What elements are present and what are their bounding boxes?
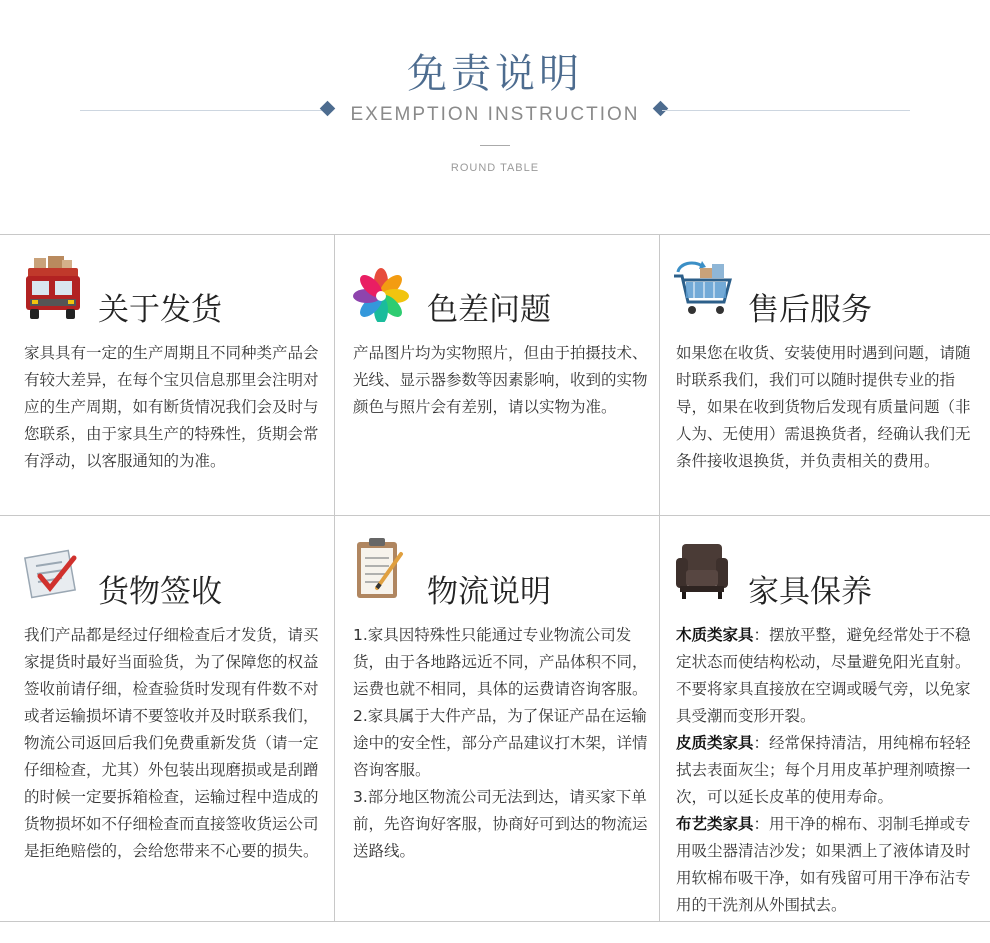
- right-divider-line: [662, 110, 910, 111]
- care-separator: ：: [753, 626, 770, 644]
- section-paragraph: 1.家具因特殊性只能通过专业物流公司发货，由于各地路远近不同，产品体积不同，运费也就不相同，具体的运费请咨询客服。: [353, 626, 648, 698]
- care-separator: ：: [753, 734, 770, 752]
- section-heading: 家具保养: [748, 574, 872, 610]
- armchair-icon: [672, 536, 732, 604]
- section-heading: 货物签收: [98, 574, 222, 610]
- section-text: [24, 622, 322, 865]
- section-heading: 物流说明: [427, 574, 551, 610]
- section-receipt: [0, 516, 324, 921]
- section-heading: 色差问题: [427, 292, 551, 328]
- header: [0, 0, 990, 235]
- section-paragraph: 家具具有一定的生产周期且不同种类产品会有较大差异，在每个宝贝信息那里会注明对应的生产周期，如有断货情况我们会及时与您联系，由于家具生产的特殊性，货期会常有浮动，以客服通知的为准。: [24, 344, 319, 470]
- info-grid: [0, 234, 990, 922]
- shopping-cart-icon: [672, 254, 732, 322]
- section-after-sales: [660, 234, 984, 515]
- section-text: [353, 622, 651, 865]
- small-divider: [480, 145, 510, 146]
- section-furniture-care: [660, 516, 984, 921]
- page-title: 免责说明: [407, 51, 583, 97]
- delivery-truck-icon: [22, 254, 82, 322]
- care-label: 皮质类家具: [676, 734, 754, 752]
- care-label: 木质类家具: [676, 626, 754, 644]
- section-heading: 关于发货: [98, 292, 222, 328]
- section-heading: 售后服务: [748, 292, 872, 328]
- section-color-difference: [335, 234, 659, 515]
- section-paragraph: 产品图片均为实物照片，但由于拍摄技术、光线、显示器参数等因素影响，收到的实物颜色与照片会有差别，请以实物为准。: [353, 344, 648, 416]
- checklist-icon: [22, 536, 82, 604]
- section-text: [676, 340, 974, 475]
- clipboard-icon: [351, 536, 411, 604]
- grid-line: [0, 921, 990, 922]
- section-paragraph: 我们产品都是经过仔细检查后才发货，请买家提货时最好当面验货，为了保障您的权益签收前请仔细，检查验货时发现有件数不对或者运输损坏请不要签收并及时联系我们，物流公司返回后我们免费重新发货（请一定仔细检查，尤其）外包装出现磨损或是刮蹭的时候一定要拆箱检查，运输过程中造成的货物损坏如不仔细检查而直接签收货运公司是拒绝赔偿的，会给您带来不心要的损失。: [24, 626, 319, 860]
- care-text: 经常保持清洁，用纯棉布轻轻拭去表面灰尘；每个月用皮革护理剂喷擦一次，可以延长皮革的使用寿命。: [676, 734, 971, 806]
- care-item: [676, 622, 974, 730]
- section-text: [353, 340, 651, 421]
- page-subtitle: EXEMPTION INSTRUCTION: [350, 104, 640, 125]
- section-text: [676, 622, 974, 919]
- care-label: 布艺类家具: [676, 815, 754, 833]
- section-text: [24, 340, 322, 475]
- section-paragraph: 如果您在收货、安装使用时遇到问题，请随时联系我们，我们可以随时提供专业的指导，如果在收到货物后发现有质量问题（非人为、无使用）需退换货者，经确认我们无条件接收退换货，并负责相关的费用。: [676, 344, 971, 470]
- care-text: 用干净的棉布、羽制毛掸或专用吸尘器清洁沙发；如果洒上了液体请及时用软棉布吸干净，如有残留可用干净布沾专用的干洗剂从外围拭去。: [676, 815, 971, 914]
- section-paragraph: 3.部分地区物流公司无法到达，请买家下单前，先咨询好客服，协商好可到达的物流运送路线。: [353, 788, 648, 860]
- page-tag: ROUND TABLE: [450, 162, 540, 174]
- section-paragraph: 2.家具属于大件产品，为了保证产品在运输途中的安全性，部分产品建议打木架，详情咨询客服。: [353, 707, 648, 779]
- section-delivery: [0, 234, 324, 515]
- care-separator: ：: [753, 815, 770, 833]
- care-text: 摆放平整，避免经常处于不稳定状态而使结构松动，尽量避免阳光直射。不要将家具直接放在空调或暖气旁，以免家具受潮而变形开裂。: [676, 626, 971, 725]
- care-item: [676, 730, 974, 811]
- section-logistics: [335, 516, 659, 921]
- color-wheel-icon: [351, 254, 411, 322]
- care-item: [676, 811, 974, 919]
